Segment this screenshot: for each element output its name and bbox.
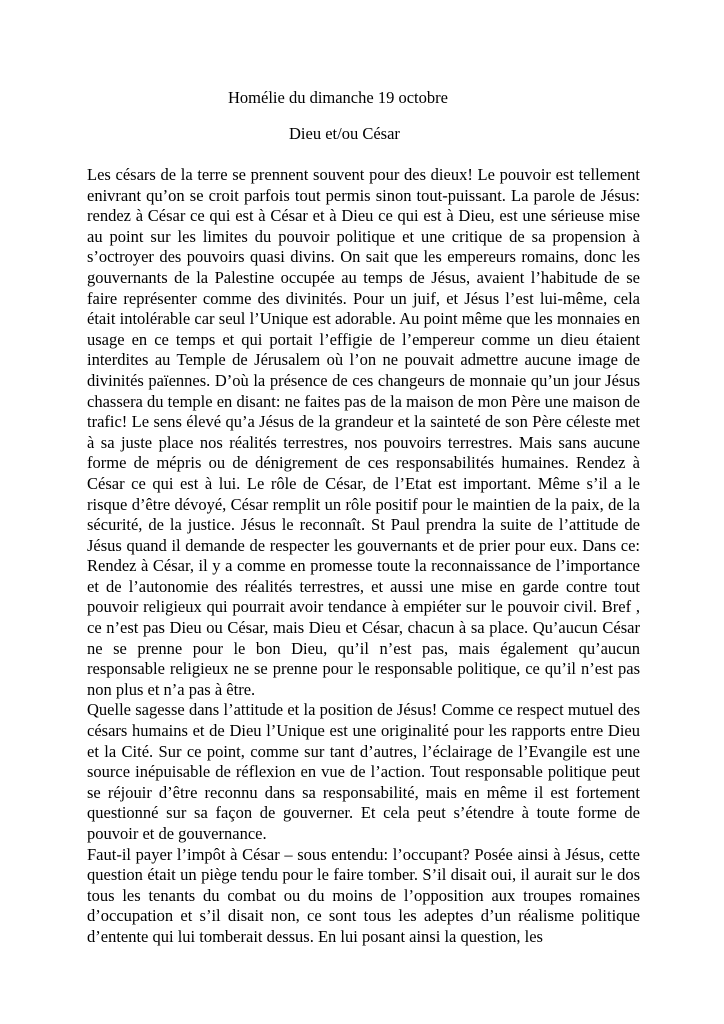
- document-body: [87, 165, 640, 948]
- paragraph-3: Faut-il payer l’impôt à César – sous entendu: l’occupant? Posée ainsi à Jésus, cette question était un piège tendu pour le faire tomber. S’il disait oui, il aurait sur le dos tous les tenants du combat ou du moins de l’opposition aux troupes romaines d’occupation et s’il disait non, ce sont tous les adeptes d’un réalisme politique d’entente qui lui tomberait dessus. En lui posant ainsi la question, les: [87, 844, 640, 946]
- paragraph-2: Quelle sagesse dans l’attitude et la position de Jésus! Comme ce respect mutuel des césars humains et de Dieu l’Unique est une originalité pour les rapports entre Dieu et la Cité. Sur ce point, comme sur tant d’autres, l’éclairage de l’Evangile est une source inépuisable de réflexion en vue de l’action. Tout responsable politique peut se réjouir d’être reconnu dans sa responsabilité, mais en même il est fortement questionné sur sa façon de gouverner. Et cela peut s’étendre à toute forme de pouvoir et de gouvernance.: [87, 700, 640, 843]
- paragraph-1: Les césars de la terre se prennent souvent pour des dieux! Le pouvoir est tellement enivrant qu’on se croit parfois tout permis sinon tout-puissant. La parole de Jésus: rendez à César ce qui est à César et à Dieu ce qui est à Dieu, est une sérieuse mise au point sur les limites du pouvoir politique et une critique de sa propension à s’octroyer des pouvoirs quasi divins. On sait que les empereurs romains, donc les gouvernants de la Palestine occupée au temps de Jésus, avaient l’habitude de se faire représenter comme des divinités. Pour un juif, et Jésus l’est lui-même, cela était intolérable car seul l’Unique est adorable. Au point même que les monnaies en usage en ce temps et qui portait l’effigie de l’empereur comme un dieu étaient interdites au Temple de Jérusalem où l’on ne pouvait admettre aucune image de divinités païennes. D’où la présence de ces changeurs de monnaie qu’un jour Jésus chassera du temple en disant: ne faites pas de la maison de mon Père une maison de trafic! Le sens élevé qu’a Jésus de la grandeur et la sainteté de son Père céleste met à sa juste place nos réalités terrestres, nos pouvoirs terrestres. Mais sans aucune forme de mépris ou de dénigrement de ces responsabilités humaines. Rendez à César ce qui est à lui. Le rôle de César, de l’Etat est important. Même s’il a le risque d’être dévoyé, César remplit un rôle positif pour le maintien de la paix, de la sécurité, de la justice. Jésus le reconnaît. St Paul prendra la suite de l’attitude de Jésus quand il demande de respecter les gouvernants et de prier pour eux. Dans ce: Rendez à César, il y a comme en promesse toute la reconnaissance de l’importance et de l’autonomie des réalités terrestres, et aussi une mise en garde contre tout pouvoir religieux qui pourrait avoir tendance à empiéter sur le pouvoir civil. Bref , ce n’est pas Dieu ou César, mais Dieu et César, chacun à sa place. Qu’aucun César ne se prenne pour le bon Dieu, qu’il n’est pas, mais également qu’aucun responsable religieux ne se prenne pour le responsable politique, ce qu’il n’est pas non plus et n’a pas à être.: [87, 165, 640, 699]
- document-title: Homélie du dimanche 19 octobre: [228, 88, 448, 107]
- document-subtitle: Dieu et/ou César: [289, 124, 400, 143]
